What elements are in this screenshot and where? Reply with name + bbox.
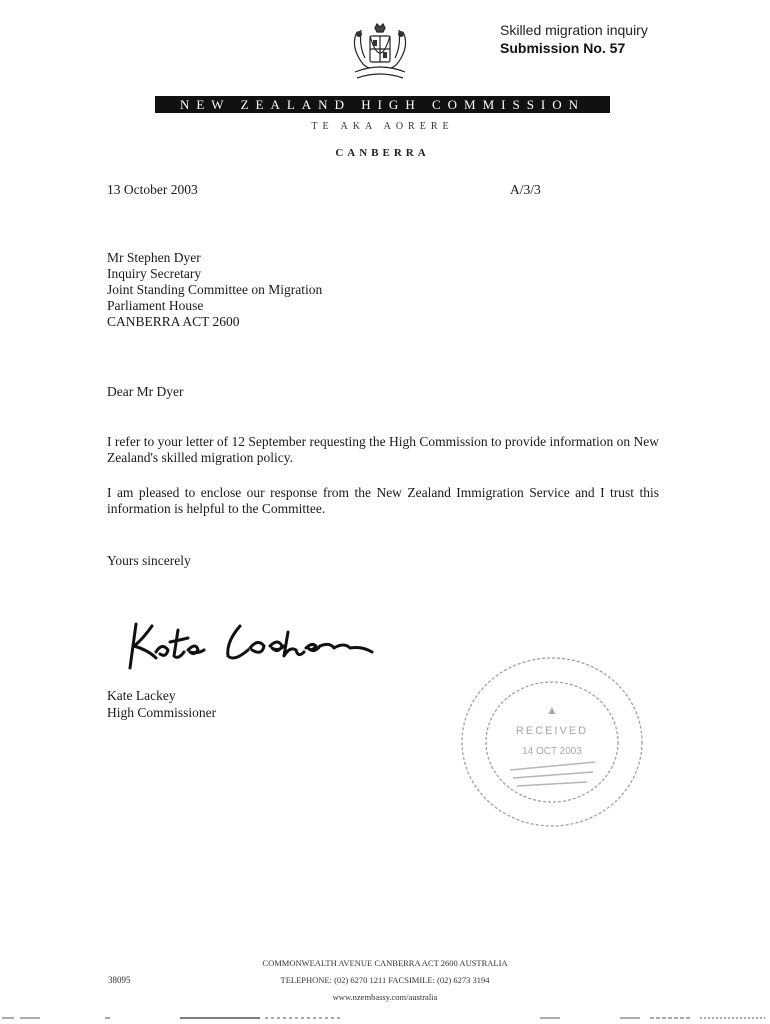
received-stamp <box>455 652 650 832</box>
svg-text:▲: ▲ <box>546 703 558 717</box>
organization-subtitle: TE AKA AORERE <box>311 121 454 132</box>
svg-text:14 OCT 2003: 14 OCT 2003 <box>522 746 582 757</box>
organization-city: CANBERRA <box>335 147 430 159</box>
footer-contact: TELEPHONE: (02) 6270 1211 FACSIMILE: (02) 6273 3194 <box>280 975 490 985</box>
handwritten-signature <box>122 612 387 672</box>
organization-banner: NEW ZEALAND HIGH COMMISSION <box>155 96 610 113</box>
address-line: Joint Standing Committee on Migration <box>107 282 323 297</box>
letter-reference: A/3/3 <box>510 182 541 197</box>
address-line: CANBERRA ACT 2600 <box>107 314 240 329</box>
footer-website: www.nzembassy.com/australia <box>332 992 438 1002</box>
svg-text:RECEIVED: RECEIVED <box>515 725 589 737</box>
address-line: Mr Stephen Dyer <box>107 250 201 265</box>
letter-date: 13 October 2003 <box>107 182 198 197</box>
signatory-title: High Commissioner <box>107 705 217 720</box>
coat-of-arms-icon <box>345 22 415 84</box>
closing: Yours sincerely <box>107 553 191 568</box>
salutation: Dear Mr Dyer <box>107 384 184 399</box>
body-paragraph: I refer to your letter of 12 September requesting the High Commission to provide information on New Zealand's skilled migration policy. <box>107 434 659 465</box>
signatory-name: Kate Lackey <box>107 688 176 703</box>
address-line: Inquiry Secretary <box>107 266 202 281</box>
recipient-address <box>107 250 322 330</box>
letterhead-footer <box>200 955 570 1006</box>
submission-number: Submission No. 57 <box>500 40 626 56</box>
document-number: 38095 <box>108 975 131 985</box>
address-line: Parliament House <box>107 298 204 313</box>
submission-inquiry-label: Skilled migration inquiry <box>500 22 648 38</box>
scan-artifact <box>0 1012 770 1022</box>
footer-address: COMMONWEALTH AVENUE CANBERRA ACT 2600 AUSTRALIA <box>262 958 508 968</box>
body-paragraph: I am pleased to enclose our response from the New Zealand Immigration Service and I trust this information is helpful to the Committee. <box>107 485 659 516</box>
